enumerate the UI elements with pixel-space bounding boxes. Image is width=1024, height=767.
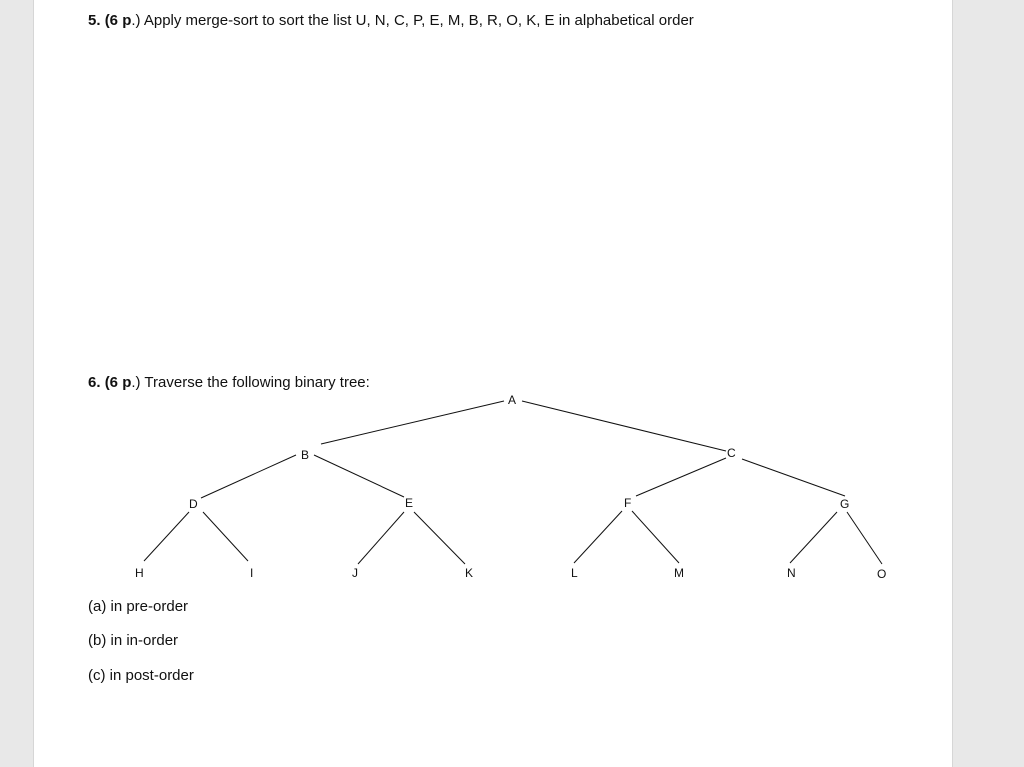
edge-g-n — [790, 512, 837, 563]
edge-c-g — [742, 459, 845, 496]
node-k: K — [465, 566, 474, 580]
part-a: (a) in pre-order — [88, 598, 189, 615]
question-5-points: (6 p — [104, 12, 132, 29]
node-f: F — [624, 496, 632, 510]
part-b: (b) in in-order — [88, 632, 179, 649]
part-c: (c) in post-order — [88, 667, 194, 684]
edge-e-j — [358, 512, 404, 564]
question-5-number: 5. — [88, 12, 101, 29]
edge-a-b — [321, 401, 504, 444]
node-j: J — [352, 566, 358, 580]
node-c: C — [727, 446, 736, 460]
question-6-points: (6 p — [104, 374, 132, 391]
edge-a-c — [522, 401, 726, 451]
node-l: L — [571, 566, 578, 580]
node-e: E — [405, 496, 414, 510]
question-6-text: .) Traverse the following binary tree: — [131, 374, 370, 391]
node-g: G — [840, 497, 850, 511]
edge-d-h — [144, 512, 189, 561]
tree-edges — [144, 401, 882, 564]
node-a: A — [508, 393, 517, 407]
edge-b-e — [314, 455, 404, 497]
edge-g-o — [847, 512, 882, 564]
node-d: D — [189, 497, 198, 511]
binary-tree-diagram — [34, 0, 952, 767]
edge-f-l — [574, 511, 622, 563]
edge-d-i — [203, 512, 248, 561]
edge-f-m — [632, 511, 679, 563]
edge-c-f — [636, 458, 726, 496]
node-m: M — [674, 566, 684, 580]
node-n: N — [787, 566, 796, 580]
question-5-text: .) Apply merge-sort to sort the list U, N, C, P, E, M, B, R, O, K, E in alphabetical order — [131, 12, 694, 29]
node-b: B — [301, 448, 310, 462]
edge-e-k — [414, 512, 465, 564]
node-o: O — [877, 567, 887, 581]
question-6-number: 6. — [88, 374, 101, 391]
document-page — [33, 0, 953, 767]
node-i: I — [250, 566, 254, 580]
node-h: H — [135, 566, 144, 580]
edge-b-d — [201, 455, 296, 498]
